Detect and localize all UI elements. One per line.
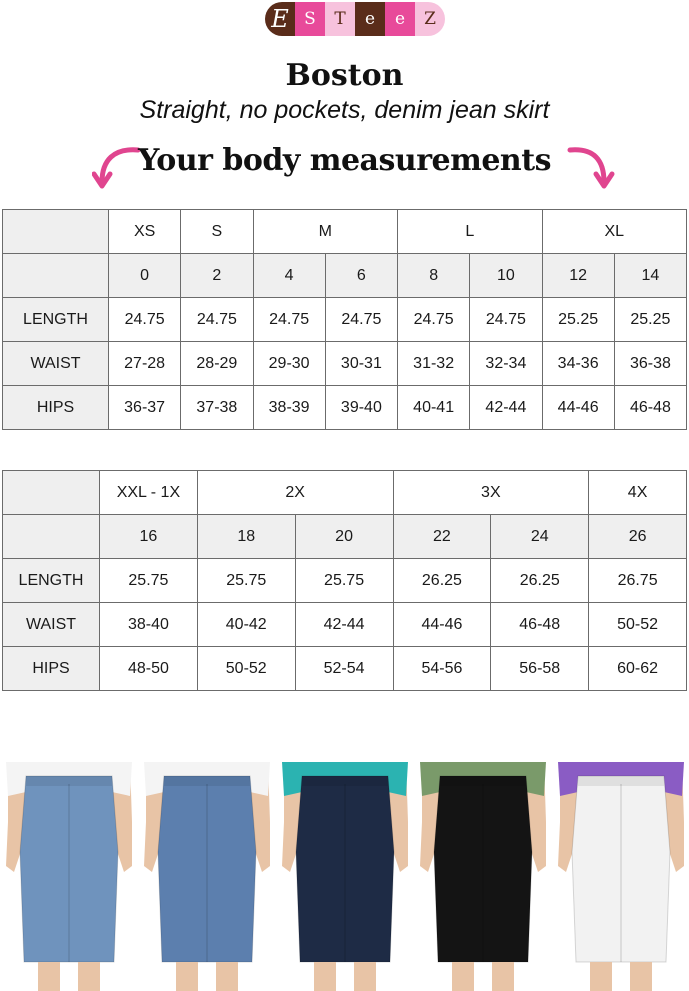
size-label-cell: 2X (197, 471, 393, 515)
measurement-cell: 25.75 (197, 559, 295, 603)
size-label-cell: XL (542, 210, 687, 254)
row-header: LENGTH (3, 298, 109, 342)
corner-cell (3, 471, 100, 515)
size-label-cell: M (253, 210, 398, 254)
measurement-row-hips (3, 386, 687, 430)
product-title: Boston (285, 58, 404, 93)
product-photo-dark-navy-skirt (278, 762, 412, 991)
size-label-cell: 3X (393, 471, 589, 515)
row-header: HIPS (3, 647, 100, 691)
measurement-cell: 36-37 (109, 386, 181, 430)
measurement-cell: 25.25 (542, 298, 614, 342)
measurement-cell: 24.75 (253, 298, 325, 342)
size-number-cell: 2 (181, 254, 253, 298)
measurement-row-length (3, 298, 687, 342)
measurement-cell: 24.75 (181, 298, 253, 342)
measurement-cell: 38-40 (100, 603, 198, 647)
measurement-cell: 42-44 (470, 386, 542, 430)
size-label-cell: XXL - 1X (100, 471, 198, 515)
measurement-cell: 56-58 (491, 647, 589, 691)
product-subtitle: Straight, no pockets, denim jean skirt (139, 96, 550, 124)
size-number-cell: 10 (470, 254, 542, 298)
corner-cell (3, 515, 100, 559)
row-header: WAIST (3, 603, 100, 647)
measurement-row-length (3, 559, 687, 603)
size-chart-table-1 (2, 209, 687, 430)
curved-arrow-right-icon (562, 144, 618, 192)
corner-cell (3, 210, 109, 254)
measurement-cell: 24.75 (470, 298, 542, 342)
measurement-cell: 50-52 (589, 603, 687, 647)
size-label-row (3, 471, 687, 515)
measurement-cell: 25.25 (614, 298, 686, 342)
product-photos (0, 762, 689, 991)
size-number-row (3, 254, 687, 298)
size-label-row (3, 210, 687, 254)
measurement-cell: 52-54 (295, 647, 393, 691)
product-photo-black-skirt (416, 762, 550, 991)
corner-cell (3, 254, 109, 298)
size-number-cell: 4 (253, 254, 325, 298)
measurement-cell: 29-30 (253, 342, 325, 386)
measurement-cell: 26.25 (491, 559, 589, 603)
measurement-cell: 27-28 (109, 342, 181, 386)
size-number-cell: 14 (614, 254, 686, 298)
measurement-cell: 46-48 (614, 386, 686, 430)
measurement-cell: 26.25 (393, 559, 491, 603)
brand-letter: T (325, 2, 355, 36)
measurement-cell: 24.75 (109, 298, 181, 342)
measurement-cell: 60-62 (589, 647, 687, 691)
brand-letter: e (385, 2, 415, 36)
size-number-cell: 24 (491, 515, 589, 559)
measurement-cell: 46-48 (491, 603, 589, 647)
row-header: HIPS (3, 386, 109, 430)
measurement-cell: 48-50 (100, 647, 198, 691)
measurements-heading: Your body measurements (138, 143, 551, 178)
measurement-cell: 34-36 (542, 342, 614, 386)
size-number-cell: 16 (100, 515, 198, 559)
size-number-cell: 12 (542, 254, 614, 298)
row-header: WAIST (3, 342, 109, 386)
size-number-cell: 8 (398, 254, 470, 298)
size-number-cell: 26 (589, 515, 687, 559)
size-chart-table-2 (2, 470, 687, 691)
measurement-cell: 39-40 (325, 386, 397, 430)
size-number-cell: 6 (325, 254, 397, 298)
measurement-cell: 40-41 (398, 386, 470, 430)
brand-letter: E (265, 2, 295, 36)
size-number-cell: 0 (109, 254, 181, 298)
measurement-cell: 32-34 (470, 342, 542, 386)
size-number-cell: 18 (197, 515, 295, 559)
size-number-row (3, 515, 687, 559)
measurement-cell: 24.75 (325, 298, 397, 342)
measurement-cell: 25.75 (295, 559, 393, 603)
measurement-row-waist (3, 342, 687, 386)
row-header: LENGTH (3, 559, 100, 603)
measurement-cell: 40-42 (197, 603, 295, 647)
size-label-cell: 4X (589, 471, 687, 515)
brand-letter: Z (415, 2, 445, 36)
measurement-cell: 38-39 (253, 386, 325, 430)
size-label-cell: S (181, 210, 253, 254)
measurement-cell: 54-56 (393, 647, 491, 691)
product-photo-white-skirt (554, 762, 688, 991)
measurement-cell: 31-32 (398, 342, 470, 386)
measurement-cell: 37-38 (181, 386, 253, 430)
size-number-cell: 22 (393, 515, 491, 559)
measurement-row-hips (3, 647, 687, 691)
measurement-cell: 36-38 (614, 342, 686, 386)
product-photo-medium-wash-skirt (140, 762, 274, 991)
measurement-cell: 30-31 (325, 342, 397, 386)
measurement-cell: 50-52 (197, 647, 295, 691)
measurement-cell: 25.75 (100, 559, 198, 603)
size-label-cell: XS (109, 210, 181, 254)
measurement-cell: 28-29 (181, 342, 253, 386)
measurement-cell: 26.75 (589, 559, 687, 603)
brand-letter: S (295, 2, 325, 36)
product-photo-light-wash-skirt (2, 762, 136, 991)
brand-logo (265, 2, 445, 36)
measurement-row-waist (3, 603, 687, 647)
size-number-cell: 20 (295, 515, 393, 559)
brand-letter: e (355, 2, 385, 36)
measurement-cell: 44-46 (393, 603, 491, 647)
size-label-cell: L (398, 210, 543, 254)
measurement-cell: 42-44 (295, 603, 393, 647)
measurement-cell: 44-46 (542, 386, 614, 430)
measurement-cell: 24.75 (398, 298, 470, 342)
